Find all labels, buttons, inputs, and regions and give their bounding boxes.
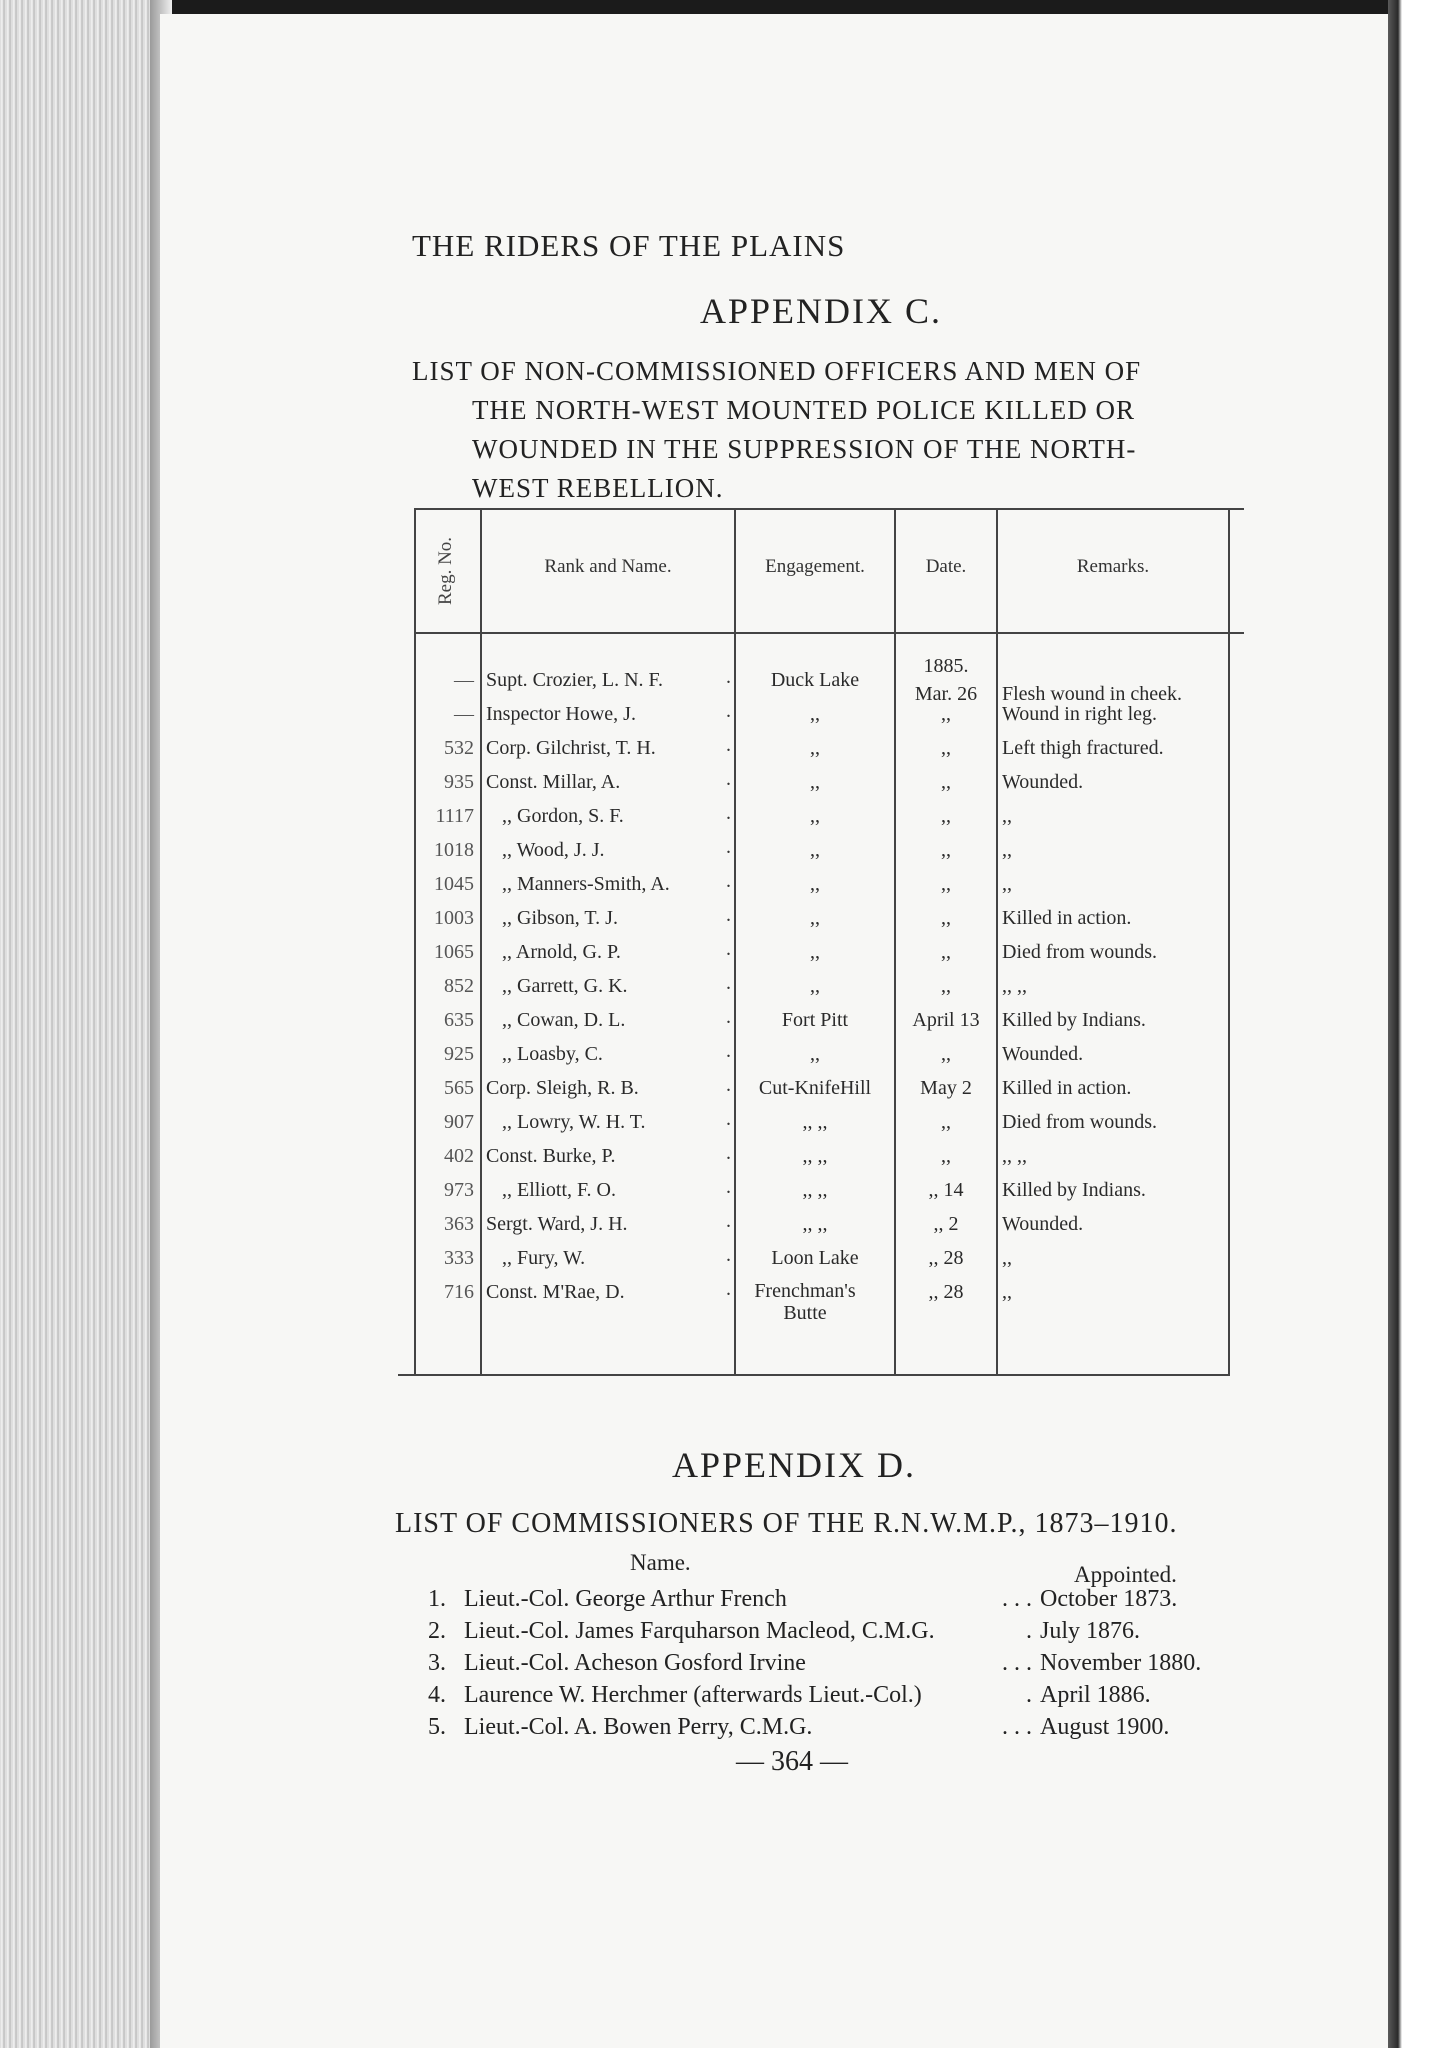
remarks-cell: ,, xyxy=(1002,839,1012,861)
remarks-cell: Killed by Indians. xyxy=(1002,1179,1146,1201)
remarks-cell: Killed by Indians. xyxy=(1002,1009,1146,1031)
leader-dot: . xyxy=(726,1006,731,1028)
reg-number-cell: 907 xyxy=(444,1111,474,1133)
leader-dot: . xyxy=(726,666,731,688)
name-cell: ,, Gordon, S. F. xyxy=(502,805,624,827)
leader-dot: . xyxy=(726,802,731,824)
name-cell: ,, Fury, W. xyxy=(502,1247,586,1269)
remarks-cell: Wound in right leg. xyxy=(1002,703,1158,725)
remarks-cell: ,, xyxy=(1002,1247,1012,1269)
leader-dot: . xyxy=(726,1108,731,1130)
remarks-cell: ,, ,, xyxy=(1002,1145,1027,1167)
reg-number-cell: 716 xyxy=(444,1281,474,1303)
commissioner-appointed-date: November 1880. xyxy=(1040,1650,1202,1676)
date-cell: ,, xyxy=(941,703,951,725)
remarks-cell: Died from wounds. xyxy=(1002,1111,1157,1133)
appendix-d-title: APPENDIX D. xyxy=(672,1445,917,1485)
date-cell: ,, 14 xyxy=(928,1179,964,1201)
remarks-cell: Died from wounds. xyxy=(1002,941,1157,963)
col-header-engagement: Engagement. xyxy=(765,556,865,577)
name-cell: ,, Gibson, T. J. xyxy=(502,907,618,929)
engagement-cell: ,, ,, xyxy=(802,1111,828,1133)
reg-number-cell: 852 xyxy=(444,975,474,997)
leader-dot: . xyxy=(726,938,731,960)
date-cell: ,, xyxy=(941,737,951,759)
leader-dot: . xyxy=(726,1074,731,1096)
date-cell: ,, xyxy=(941,1145,951,1167)
commissioner-name: Lieut.-Col. James Farquharson Macleod, C.M.G. xyxy=(464,1618,935,1644)
date-cell: ,, xyxy=(941,873,951,895)
reg-number-cell: 935 xyxy=(444,771,474,793)
leader-dots: . xyxy=(1026,1618,1032,1644)
leader-dot: . xyxy=(726,1210,731,1232)
engagement-cell: ,, xyxy=(810,839,820,861)
reg-number-cell: 532 xyxy=(444,737,474,759)
table-top-rule xyxy=(414,508,1244,510)
right-page-edge xyxy=(1388,0,1440,2048)
table-header-rule xyxy=(414,632,1244,634)
commissioner-appointed-date: July 1876. xyxy=(1040,1618,1141,1644)
leader-dot: . xyxy=(726,972,731,994)
appendix-c-title: APPENDIX C. xyxy=(700,291,943,331)
appendix-c-heading-line: WEST REBELLION. xyxy=(472,473,724,503)
commissioners-name-header: Name. xyxy=(630,1550,691,1575)
reg-number-cell: 1003 xyxy=(434,907,474,929)
name-cell: Corp. Sleigh, R. B. xyxy=(486,1077,639,1099)
leader-dot: . xyxy=(726,1176,731,1198)
engagement-cell: ,, ,, xyxy=(802,1213,828,1235)
table-bottom-rule xyxy=(398,1374,1228,1376)
remarks-cell: ,, ,, xyxy=(1002,975,1027,997)
engagement-cell: Duck Lake xyxy=(770,669,860,691)
commissioner-name: Lieut.-Col. Acheson Gosford Irvine xyxy=(464,1650,806,1676)
engagement-cell: ,, xyxy=(810,703,820,725)
name-cell: Sergt. Ward, J. H. xyxy=(486,1213,628,1235)
reg-number-cell: 363 xyxy=(444,1213,474,1235)
col-header-rank-name: Rank and Name. xyxy=(544,556,672,577)
reg-number-cell: 333 xyxy=(444,1247,474,1269)
remarks-cell: Killed in action. xyxy=(1002,1077,1132,1099)
leader-dot: . xyxy=(726,904,731,926)
name-cell: ,, Garrett, G. K. xyxy=(502,975,628,997)
column-divider xyxy=(480,508,482,1376)
remarks-cell: ,, xyxy=(1002,805,1012,827)
commissioner-appointed-date: August 1900. xyxy=(1040,1714,1170,1740)
engagement-cell: Cut-KnifeHill xyxy=(758,1077,872,1099)
name-cell: ,, Elliott, F. O. xyxy=(502,1179,616,1201)
appendix-c-heading-line: THE NORTH-WEST MOUNTED POLICE KILLED OR xyxy=(472,395,1136,425)
engagement-cell: ,, xyxy=(810,907,820,929)
casualty-table xyxy=(398,508,1244,1376)
remarks-cell: ,, xyxy=(1002,1281,1012,1303)
engagement-cell: ,, xyxy=(810,873,820,895)
commissioner-number: 5. xyxy=(428,1714,446,1740)
date-cell: Mar. 26 xyxy=(914,683,978,705)
name-cell: ,, Loasby, C. xyxy=(502,1043,603,1065)
date-year: 1885. xyxy=(923,655,969,677)
leader-dot: . xyxy=(726,1278,731,1300)
leader-dot: . xyxy=(726,870,731,892)
engagement-cell: ,, xyxy=(810,941,820,963)
engagement-cell: Frenchman's Butte xyxy=(754,1280,856,1324)
date-cell: ,, xyxy=(941,907,951,929)
reg-number-cell: 1018 xyxy=(434,839,474,861)
date-cell: ,, xyxy=(941,941,951,963)
name-cell: Const. Millar, A. xyxy=(486,771,621,793)
name-cell: Corp. Gilchrist, T. H. xyxy=(486,737,656,759)
leader-dot: . xyxy=(726,1040,731,1062)
date-cell: ,, xyxy=(941,975,951,997)
remarks-cell: Wounded. xyxy=(1002,1043,1084,1065)
leader-dots: . . . xyxy=(1002,1586,1032,1612)
appendix-d-subtitle: LIST OF COMMISSIONERS OF THE R.N.W.M.P., 1873–1910. xyxy=(395,1508,1178,1539)
date-cell: April 13 xyxy=(912,1009,980,1031)
engagement-cell: ,, xyxy=(810,771,820,793)
table-right-border xyxy=(1228,508,1230,1376)
engagement-cell: Loon Lake xyxy=(771,1247,859,1269)
book-page-edges xyxy=(0,0,160,2048)
name-cell: ,, Arnold, G. P. xyxy=(502,941,621,963)
name-cell: ,, Cowan, D. L. xyxy=(502,1009,626,1031)
name-cell: Const. M'Rae, D. xyxy=(486,1281,625,1303)
engagement-cell: ,, ,, xyxy=(802,1179,828,1201)
reg-number-cell: 402 xyxy=(444,1145,474,1167)
commissioner-number: 4. xyxy=(428,1682,446,1708)
leader-dot: . xyxy=(726,734,731,756)
remarks-cell: Wounded. xyxy=(1002,771,1084,793)
table-left-border xyxy=(414,508,416,1376)
commissioner-number: 2. xyxy=(428,1618,446,1644)
reg-number-cell: 1065 xyxy=(434,941,474,963)
leader-dots: . . . xyxy=(1002,1714,1032,1740)
name-cell: Const. Burke, P. xyxy=(486,1145,616,1167)
col-header-date: Date. xyxy=(925,556,967,577)
reg-number-cell: 1045 xyxy=(434,873,474,895)
reg-number-cell: 565 xyxy=(444,1077,474,1099)
reg-number-cell: — xyxy=(454,703,474,725)
commissioner-name: Lieut.-Col. George Arthur French xyxy=(464,1586,787,1612)
commissioners-appointed-header: Appointed. xyxy=(1074,1562,1177,1587)
leader-dot: . xyxy=(726,768,731,790)
remarks-cell: Left thigh fractured. xyxy=(1002,737,1164,759)
col-header-remarks: Remarks. xyxy=(1076,556,1150,577)
date-cell: ,, xyxy=(941,771,951,793)
engagement-cell: ,, xyxy=(810,975,820,997)
date-cell: May 2 xyxy=(920,1077,972,1099)
commissioner-number: 3. xyxy=(428,1650,446,1676)
commissioner-appointed-date: October 1873. xyxy=(1040,1586,1178,1612)
reg-number-cell: 973 xyxy=(444,1179,474,1201)
date-cell: ,, 28 xyxy=(928,1247,964,1269)
commissioner-name: Laurence W. Herchmer (afterwards Lieut.-Col.) xyxy=(464,1682,922,1708)
reg-number-cell: 1117 xyxy=(435,805,474,827)
engagement-cell: ,, xyxy=(810,805,820,827)
appendix-c-heading-line: LIST OF NON-COMMISSIONED OFFICERS AND MEN OF xyxy=(412,356,1142,386)
leader-dot: . xyxy=(726,1244,731,1266)
page-number: — 364 — xyxy=(736,1746,848,1777)
leader-dot: . xyxy=(726,836,731,858)
commissioner-number: 1. xyxy=(428,1586,446,1612)
remarks-cell: ,, xyxy=(1002,873,1012,895)
name-cell: Supt. Crozier, L. N. F. xyxy=(486,669,664,691)
reg-number-cell: 635 xyxy=(444,1009,474,1031)
date-cell: ,, 2 xyxy=(933,1213,959,1235)
remarks-cell: Wounded. xyxy=(1002,1213,1084,1235)
reg-number-cell: — xyxy=(454,669,474,691)
reg-number-cell: 925 xyxy=(444,1043,474,1065)
engagement-cell: ,, xyxy=(810,737,820,759)
leader-dot: . xyxy=(726,1142,731,1164)
running-head: THE RIDERS OF THE PLAINS xyxy=(412,228,846,263)
engagement-cell: Fort Pitt xyxy=(781,1009,849,1031)
leader-dots: . . . xyxy=(1002,1650,1032,1676)
remarks-cell: Killed in action. xyxy=(1002,907,1132,929)
name-cell: Inspector Howe, J. xyxy=(486,703,636,725)
date-cell: ,, xyxy=(941,839,951,861)
date-cell: ,, 28 xyxy=(928,1281,964,1303)
engagement-cell: ,, ,, xyxy=(802,1145,828,1167)
date-cell: ,, xyxy=(941,1043,951,1065)
name-cell: ,, Manners-Smith, A. xyxy=(502,873,670,895)
remarks-cell: Flesh wound in cheek. xyxy=(1002,683,1182,705)
date-cell: ,, xyxy=(941,805,951,827)
name-cell: ,, Lowry, W. H. T. xyxy=(502,1111,646,1133)
commissioner-appointed-date: April 1886. xyxy=(1040,1682,1151,1708)
column-divider xyxy=(996,508,998,1376)
leader-dots: . xyxy=(1026,1682,1032,1708)
commissioner-name: Lieut.-Col. A. Bowen Perry, C.M.G. xyxy=(464,1714,813,1740)
leader-dot: . xyxy=(726,700,731,722)
col-header-reg-no: Reg. No. xyxy=(435,536,457,606)
name-cell: ,, Wood, J. J. xyxy=(502,839,605,861)
engagement-cell: ,, xyxy=(810,1043,820,1065)
appendix-c-heading-line: WOUNDED IN THE SUPPRESSION OF THE NORTH- xyxy=(472,434,1137,464)
date-cell: ,, xyxy=(941,1111,951,1133)
